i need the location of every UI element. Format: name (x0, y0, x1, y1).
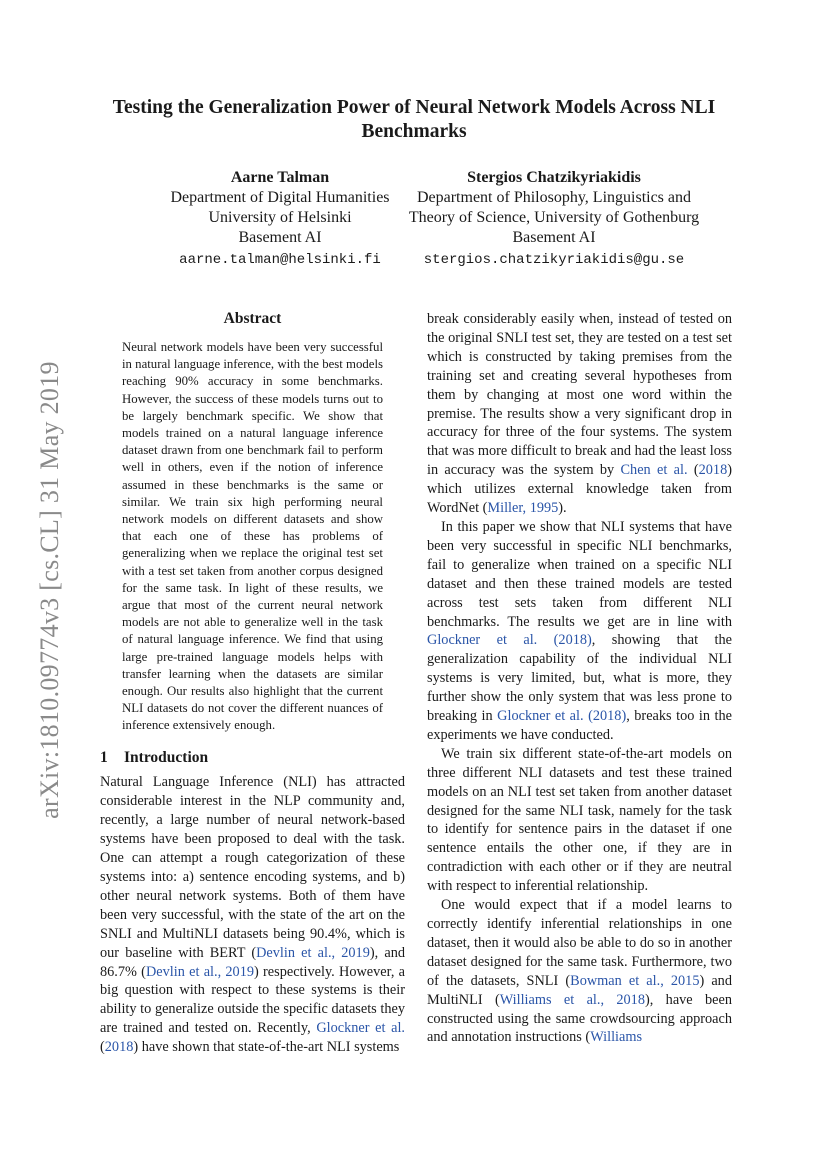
section-heading (100, 749, 405, 768)
author-name: Aarne Talman (230, 169, 330, 186)
author-affiliation: Basement AI (238, 229, 322, 246)
citation-link[interactable]: Bowman et al., 2015 (570, 972, 700, 989)
paragraph (427, 518, 732, 745)
paragraph-text: ( (687, 462, 699, 479)
abstract-text: Neural network models have been very successful in natural language inference, with the best models reaching 90% accuracy in some benchmarks. However, the success of these models turns out to be largely benchmark specific. We show that models trained on a natural language inference dataset drawn from one benchmark fail to perform well in others, even if the notion of inference assumed in these benchmarks is the same or similar. We train six high performing neural network models on different datasets and show that each one of these has problems of generalizing when we replace the original test set with a test set taken from another corpus designed for the same task. In light of these results, we argue that most of the current neural network models are not able to generalize well in the task of natural language inference. We find that using large pre-trained language models helps with transfer learning when the datasets are similar enough. Our results also highlight that the current NLI datasets do not cover the different nuances of inference extensively enough. (122, 339, 383, 733)
paragraph-text: , breaks too in the experiments we have conducted. (427, 708, 732, 743)
section-title: Introduction (124, 748, 209, 766)
author-block-1 (160, 168, 400, 270)
paragraph-text: ), have been constructed using the same crowdsourcing approach and annotation instructions ( (427, 991, 732, 1046)
paragraph-text: ) which utilizes external knowledge taken from WordNet ( (427, 462, 732, 517)
paragraph-text: Natural Language Inference (NLI) has attracted considerable interest in the NLP community and, recently, a large number of neural network-based systems have been proposed to deal with the task. One can attempt a rough categorization of these systems into: a) sentence encoding systems, and b) other neural network systems. Both of them have been very successful, with the state of the art on the SNLI and MultiNLI datasets being 90.4%, which is our baseline with BERT ( (100, 774, 405, 961)
paragraph (427, 310, 732, 518)
abstract-heading: Abstract (223, 310, 282, 327)
paragraph-text: ( (100, 1039, 105, 1056)
left-column (100, 310, 405, 1057)
citation-link[interactable]: Chen et al. (620, 462, 688, 479)
citation-link[interactable]: Williams et al., 2018 (499, 991, 645, 1008)
paragraph-text: ), and 86.7% ( (100, 944, 405, 980)
paragraph-text: ) and MultiNLI ( (427, 972, 732, 1008)
arxiv-id[interactable]: arXiv:1810.09774v3 [cs.CL] 31 May 2019 (35, 361, 64, 819)
right-column (427, 310, 732, 1047)
author-block-2 (398, 168, 710, 270)
author-name: Stergios Chatzikyriakidis (467, 169, 641, 186)
citation-link[interactable]: 2018 (698, 462, 728, 479)
citation-link[interactable]: Glockner et al. (2018) (497, 708, 627, 725)
paragraph-text: One would expect that if a model learns to correctly identify inferential relationships in one dataset, then it would also be able to do so in another dataset designed for the same task. Furthermore, two of the datasets, SNLI ( (427, 897, 732, 989)
citation-link[interactable]: Glockner et al. (2018) (427, 632, 592, 649)
citation-link[interactable]: Miller, 1995 (487, 500, 559, 517)
citation-link[interactable]: Williams (590, 1029, 643, 1046)
citation-link[interactable]: Devlin et al., 2019 (256, 944, 370, 961)
paragraph-text: In this paper we show that NLI systems that have been very successful in specific NLI benchmarks, fail to generalize when trained on a specific NLI dataset and then these trained models are tested across test sets taken from different NLI benchmarks. The results we get are in line with (427, 518, 732, 630)
paragraph-text: ) respectively. However, a big question with respect to these systems is their ability to generalize outside the specific datasets they are trained and tested on. Recently, (100, 963, 406, 1037)
paragraph (100, 773, 405, 1057)
author-affiliation: Department of Philosophy, Linguistics and (416, 189, 692, 206)
paragraph-text: ) have shown that state-of-the-art NLI systems (133, 1039, 400, 1056)
paragraph-text: ). (558, 500, 567, 517)
author-affiliation: Basement AI (512, 229, 596, 246)
section-number: 1 (100, 748, 108, 766)
author-email[interactable]: aarne.talman@helsinki.fi (179, 252, 381, 268)
paragraph (427, 896, 732, 1047)
paragraph-text: break considerably easily when, instead of tested on the original SNLI test set, they are tested on a test set which is constructed by taking premises from the training set and creating several hypotheses from them by changing at most one word within the premise. The results show a very significant drop in accuracy for three of the four systems. The system that was more difficult to break and had the least loss in accuracy was the system by (427, 311, 732, 479)
author-affiliation: Department of Digital Humanities (170, 189, 390, 206)
author-affiliation: Theory of Science, University of Gothenburg (408, 209, 700, 226)
author-email[interactable]: stergios.chatzikyriakidis@gu.se (423, 252, 685, 268)
paragraph: We train six different state-of-the-art models on three different NLI datasets and test these trained models on an NLI test set taken from another dataset designed for the same NLI task, namely for the task to identify for sentence pairs in the dataset if one sentence entails the other one, if they are in contradiction with each other or if they are neutral with respect to inferential relationship. (427, 745, 732, 895)
citation-link[interactable]: 2018 (104, 1039, 134, 1056)
author-affiliation: University of Helsinki (208, 209, 352, 226)
citation-link[interactable]: Devlin et al., 2019 (145, 963, 255, 980)
paragraph-text: , showing that the generalization capability of the individual NLI systems is very limited, but, what is more, they further show the only system that was less prone to breaking in (427, 632, 732, 725)
paper-title: Testing the Generalization Power of Neural Network Models Across NLI Benchmarks (112, 97, 716, 142)
citation-link[interactable]: Glockner et al. (316, 1020, 405, 1037)
